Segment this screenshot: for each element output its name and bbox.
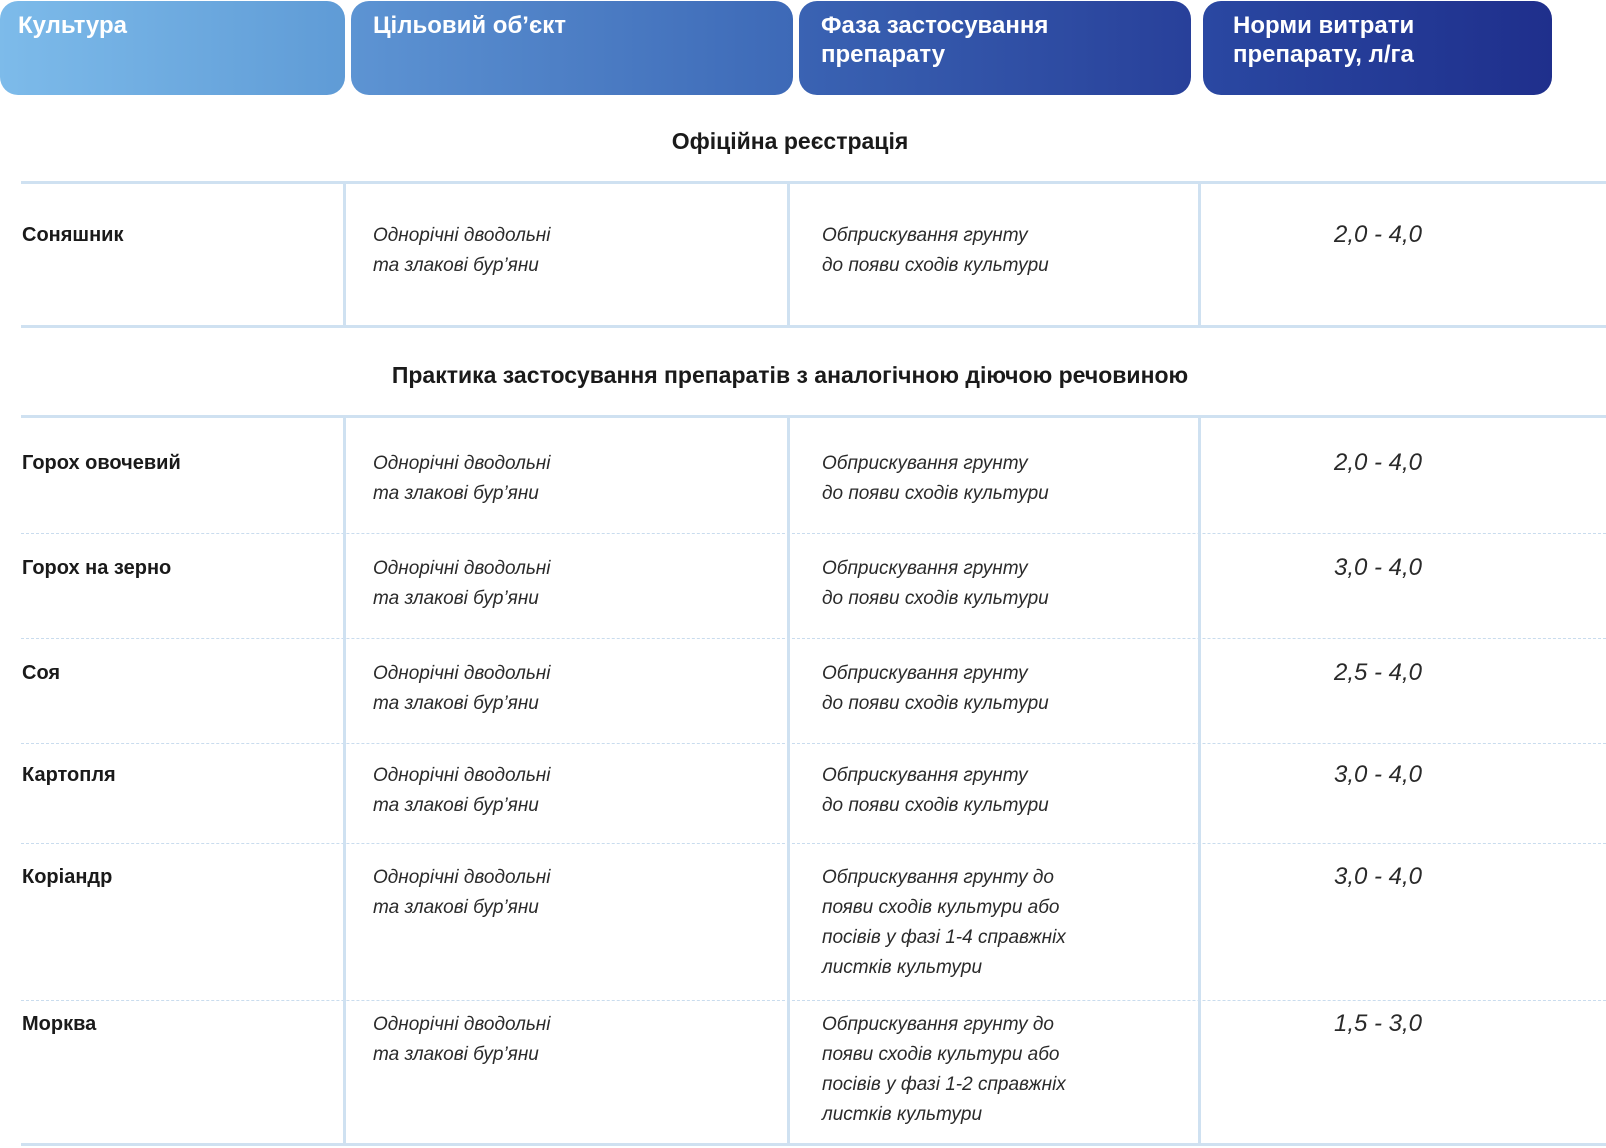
phase-cell: Обприскування грунту до появи сходів культури [822,225,1049,276]
header-crop: Культура [0,1,345,95]
phase-cell: Обприскування грунту до появи сходів культури [822,765,1049,816]
header-rate: Норми витрати препарату, л/га [1203,1,1552,95]
row-separator [21,638,1606,639]
target-cell: Однорічні дводольні та злакові бур’яни [373,558,551,609]
rate-cell: 3,0 - 4,0 [1333,863,1423,890]
crop-cell: Морква [22,1013,97,1035]
header-phase: Фаза застосування препарату [799,1,1191,95]
phase-cell: Обприскування грунту до появи сходів культури або посівів у фазі 1-2 справжніх листків культури [822,1014,1066,1125]
column-divider [343,415,346,1146]
rate-cell: 2,0 - 4,0 [1333,449,1423,476]
column-divider [1198,181,1201,328]
column-divider [343,181,346,328]
header-target: Цільовий об’єкт [351,1,793,95]
section-official-title: Офіційна реєстрація [671,128,909,154]
phase-cell: Обприскування грунту до появи сходів культури [822,558,1049,609]
section-practice-title: Практика застосування препаратів з аналогічною діючою речовиною [391,362,1189,388]
table-divider [21,1143,1606,1146]
table-divider [21,415,1606,418]
phase-cell: Обприскування грунту до появи сходів культури або посівів у фазі 1-4 справжніх листків культури [822,867,1066,978]
crop-cell: Соя [22,662,61,684]
table-divider [21,325,1606,328]
rate-cell: 2,5 - 4,0 [1333,659,1423,686]
rate-cell: 1,5 - 3,0 [1333,1010,1423,1037]
crop-cell: Горох на зерно [22,557,172,579]
target-cell: Однорічні дводольні та злакові бур’яни [373,867,551,918]
target-cell: Однорічні дводольні та злакові бур’яни [373,453,551,504]
rate-cell: 3,0 - 4,0 [1333,761,1423,788]
target-cell: Однорічні дводольні та злакові бур’яни [373,225,551,276]
rate-cell: 2,0 - 4,0 [1333,221,1423,248]
phase-cell: Обприскування грунту до появи сходів культури [822,663,1049,714]
target-cell: Однорічні дводольні та злакові бур’яни [373,765,551,816]
phase-cell: Обприскування грунту до появи сходів культури [822,453,1049,504]
table-divider [21,181,1606,184]
crop-cell: Соняшник [22,224,124,246]
row-separator [21,843,1606,844]
column-divider [787,415,790,1146]
crop-cell: Коріандр [22,866,113,888]
target-cell: Однорічні дводольні та злакові бур’яни [373,1014,551,1065]
crop-cell: Горох овочевий [22,452,181,474]
target-cell: Однорічні дводольні та злакові бур’яни [373,663,551,714]
row-separator [21,743,1606,744]
column-divider [1198,415,1201,1146]
row-separator [21,533,1606,534]
column-divider [787,181,790,328]
rate-cell: 3,0 - 4,0 [1333,554,1423,581]
crop-cell: Картопля [22,764,116,786]
row-separator [21,1000,1606,1001]
